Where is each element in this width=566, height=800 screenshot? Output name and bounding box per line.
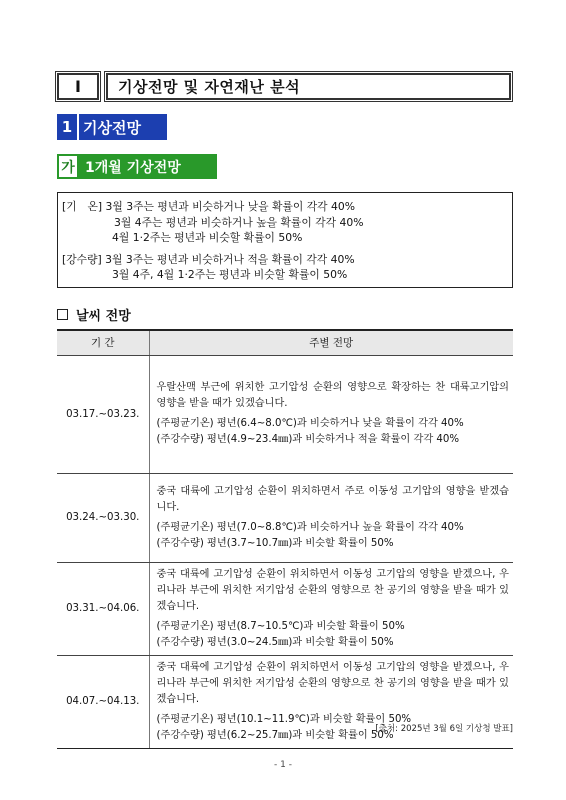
source-note: [출처: 2025년 3월 6일 기상청 발표] bbox=[375, 724, 513, 734]
detail-rain: (주강수량) 평년(3.7~10.7㎜)과 비슷할 확률이 50% bbox=[156, 537, 394, 549]
header-outlook: 주별 전망 bbox=[149, 330, 513, 355]
detail-temp: (주평균기온) 평년(10.1~11.9℃)과 비슷할 확률이 50% bbox=[156, 713, 412, 725]
summary-temp-line: [기 온] 3월 3주는 평년과 비슷하거나 낮을 확률이 각각 40% bbox=[62, 200, 356, 213]
summary-temp-line: 4월 1·2주는 평년과 비슷할 확률이 50% bbox=[112, 231, 303, 244]
weather-heading bbox=[57, 305, 131, 324]
detail-temp: (주평균기온) 평년(6.4~8.0℃)과 비슷하거나 낮을 확률이 각각 40% bbox=[156, 418, 464, 429]
period-cell: 03.17.~03.23. bbox=[57, 355, 149, 473]
header-period: 기 간 bbox=[57, 330, 149, 355]
section-heading bbox=[57, 73, 511, 100]
table-header-row bbox=[57, 330, 513, 355]
detail-temp: (주평균기온) 평년(8.7~10.5℃)과 비슷할 확률이 50% bbox=[156, 620, 405, 632]
subsection-title: 기상전망 bbox=[79, 114, 167, 140]
summary-rain-line: [강수량] 3월 3주는 평년과 비슷하거나 적을 확률이 각각 40% bbox=[62, 252, 355, 266]
summary-rain-line: 3월 4주, 4월 1·2주는 평년과 비슷할 확률이 50% bbox=[112, 268, 348, 281]
period-cell: 04.07.~04.13. bbox=[57, 655, 149, 748]
detail-description: 우랄산맥 부근에 위치한 고기압성 순환의 영향으로 확장하는 찬 대륙고기압의 영향을 받을 때가 있겠습니다. bbox=[156, 382, 509, 409]
forecast-table bbox=[57, 329, 513, 749]
table-row bbox=[57, 655, 513, 748]
weather-heading-text: 날씨 전망 bbox=[76, 309, 131, 324]
sub-subsection-number: 가 bbox=[57, 154, 79, 179]
subsection-number: 1 bbox=[57, 114, 79, 140]
square-bullet-icon bbox=[57, 309, 68, 320]
period-cell: 03.31.~04.06. bbox=[57, 562, 149, 655]
subsection-heading bbox=[57, 114, 167, 140]
detail-temp: (주평균기온) 평년(7.0~8.8℃)과 비슷하거나 높을 확률이 각각 40% bbox=[156, 521, 464, 533]
detail-rain: (주강수량) 평년(3.0~24.5㎜)과 비슷할 확률이 50% bbox=[156, 636, 394, 648]
detail-description: 중국 대륙에 고기압성 순환이 위치하면서 이동성 고기압의 영향을 받겠으나, 우리나라 부근에 위치한 저기압성 순환의 영향으로 찬 공기의 영향을 받을 때가 있겠습니다. bbox=[156, 661, 509, 705]
detail-cell bbox=[149, 473, 513, 562]
table-row bbox=[57, 562, 513, 655]
sub-subsection-heading bbox=[57, 154, 217, 179]
table-row bbox=[57, 355, 513, 473]
detail-rain: (주강수량) 평년(6.2~25.7㎜)과 비슷할 확률이 50% bbox=[156, 729, 394, 741]
section-title: 기상전망 및 자연재난 분석 bbox=[106, 73, 511, 100]
detail-rain: (주강수량) 평년(4.9~23.4㎜)과 비슷하거나 적을 확률이 각각 40% bbox=[156, 434, 460, 445]
sub-subsection-title: 1개월 기상전망 bbox=[79, 154, 217, 179]
section-number: Ⅰ bbox=[57, 73, 99, 100]
detail-description: 중국 대륙에 고기압성 순환이 위치하면서 이동성 고기압의 영향을 받겠으나, 우리나라 부근에 위치한 저기압성 순환의 영향으로 찬 공기의 영향을 받을 때가 있겠습니다. bbox=[156, 568, 509, 612]
table-row bbox=[57, 473, 513, 562]
summary-box bbox=[57, 192, 513, 288]
detail-cell bbox=[149, 655, 513, 748]
page-number: - 1 - bbox=[274, 760, 292, 770]
detail-description: 중국 대륙에 고기압성 순환이 위치하면서 주로 이동성 고기압의 영향을 받겠습니다. bbox=[156, 485, 509, 513]
detail-cell bbox=[149, 562, 513, 655]
period-cell: 03.24.~03.30. bbox=[57, 473, 149, 562]
summary-temp-line: 3월 4주는 평년과 비슷하거나 높을 확률이 각각 40% bbox=[114, 215, 364, 229]
detail-cell bbox=[149, 355, 513, 473]
